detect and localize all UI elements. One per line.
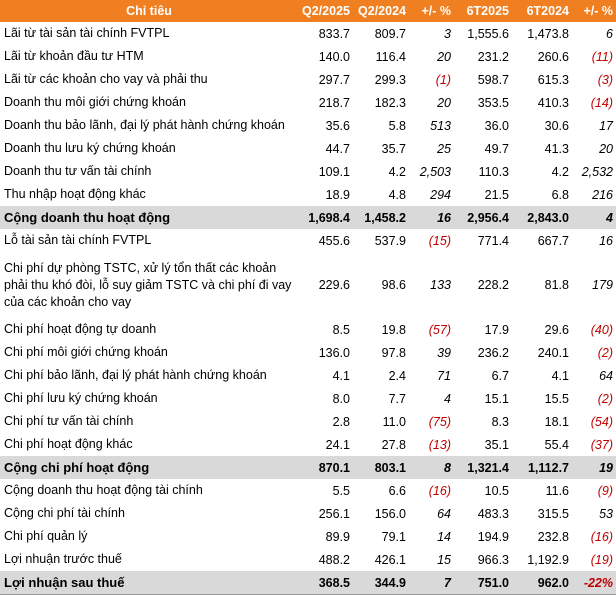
cell-h1-2024: 240.1 (537, 345, 569, 360)
cell-quarter-change: 133 (430, 278, 451, 292)
cell-q2-2024: 426.1 (374, 552, 406, 567)
cell-quarter-change: 64 (437, 506, 451, 521)
cell-h1-2024: 667.7 (537, 233, 569, 248)
cell-half-change: 6 (606, 26, 613, 41)
table-row (0, 252, 616, 318)
table-header-row (0, 0, 616, 22)
cell-half-change: (11) (591, 49, 613, 64)
cell-q2-2025: 109.1 (318, 164, 350, 179)
row-label: Cộng doanh thu hoạt động tài chính (4, 483, 203, 497)
cell-h1-2025: 110.3 (478, 164, 509, 179)
cell-h1-2024: 41.3 (544, 141, 569, 156)
cell-q2-2025: 1,698.4 (298, 206, 353, 229)
row-label: Lãi từ khoản đầu tư HTM (4, 49, 144, 63)
cell-h1-2025: 35.1 (484, 437, 509, 452)
cell-q2-2024: 7.7 (388, 391, 406, 406)
cell-h1-2025: 36.0 (484, 118, 509, 133)
cell-h1-2024: 1,112.7 (512, 456, 572, 479)
row-label: Cộng chi phí tài chính (4, 506, 125, 520)
cell-h1-2025: 21.5 (484, 187, 509, 202)
table-row (0, 341, 616, 364)
cell-q2-2025: 297.7 (318, 72, 350, 87)
table-row (0, 364, 616, 387)
cell-quarter-change: (15) (428, 233, 451, 248)
cell-q2-2024: 35.7 (381, 141, 406, 156)
cell-h1-2025: 1,321.4 (454, 456, 512, 479)
cell-h1-2024: 260.6 (537, 49, 569, 64)
table-row (0, 548, 616, 571)
table-row (0, 318, 616, 341)
cell-quarter-change: 2,503 (419, 164, 451, 179)
cell-half-change: 216 (592, 187, 613, 202)
cell-h1-2024: 2,843.0 (512, 206, 572, 229)
cell-quarter-change: 39 (437, 345, 451, 360)
row-label: Doanh thu môi giới chứng khoán (4, 95, 186, 109)
cell-q2-2025: 89.9 (325, 529, 350, 544)
table-row (0, 229, 616, 252)
cell-q2-2024: 537.9 (374, 233, 406, 248)
table-total-row (0, 456, 616, 479)
cell-q2-2024: 4.8 (388, 187, 406, 202)
cell-quarter-change: 15 (437, 552, 451, 567)
cell-half-change: 20 (599, 141, 613, 156)
table-body (0, 22, 616, 595)
cell-half-change: (19) (590, 552, 613, 567)
cell-quarter-change: 3 (444, 26, 451, 41)
cell-h1-2024: 232.8 (537, 529, 569, 544)
cell-h1-2025: 49.7 (484, 141, 509, 156)
cell-h1-2024: 18.1 (544, 414, 569, 429)
cell-q2-2024: 19.8 (381, 322, 406, 337)
cell-q2-2024: 11.0 (382, 414, 406, 429)
cell-quarter-change: (57) (428, 322, 451, 337)
cell-h1-2025: 2,956.4 (454, 206, 512, 229)
cell-h1-2025: 771.4 (477, 233, 509, 248)
header-h1-2024: 6T2024 (512, 0, 572, 22)
row-label: Doanh thu lưu ký chứng khoán (4, 141, 176, 155)
table-total-row (0, 206, 616, 229)
cell-q2-2024: 299.3 (374, 72, 406, 87)
cell-h1-2024: 6.8 (551, 187, 569, 202)
cell-q2-2025: 5.5 (332, 483, 350, 498)
cell-q2-2024: 803.1 (353, 456, 409, 479)
row-label: Chi phí tư vấn tài chính (4, 414, 134, 428)
row-label: Doanh thu tư vấn tài chính (4, 164, 152, 178)
cell-h1-2025: 483.3 (477, 506, 509, 521)
cell-half-change: 179 (592, 278, 613, 292)
table-row (0, 479, 616, 502)
cell-h1-2025: 17.9 (484, 322, 509, 337)
cell-q2-2024: 27.8 (381, 437, 406, 452)
cell-quarter-change: 25 (437, 141, 451, 156)
cell-q2-2024: 156.0 (374, 506, 406, 521)
cell-half-change: (54) (590, 414, 613, 429)
cell-h1-2025: 194.9 (477, 529, 509, 544)
cell-q2-2025: 218.7 (318, 95, 350, 110)
cell-h1-2024: 15.5 (544, 391, 569, 406)
row-label: Chi phí dự phòng TSTC, xử lý tổn thất các khoản phải thu khó đòi, lỗ suy giảm TSTC và chi phí đi vay của các khoản cho vay (4, 260, 292, 309)
cell-q2-2024: 344.9 (353, 571, 409, 595)
row-label: Chi phí môi giới chứng khoán (4, 345, 168, 359)
row-label: Lợi nhuận trước thuế (4, 552, 122, 566)
cell-quarter-change: 16 (409, 206, 454, 229)
cell-q2-2024: 5.8 (388, 118, 406, 133)
table-row (0, 387, 616, 410)
header-h1-2025: 6T2025 (454, 0, 512, 22)
row-label: Doanh thu bảo lãnh, đại lý phát hành chứng khoán (4, 118, 285, 132)
row-label: Chi phí hoạt động khác (4, 437, 133, 451)
cell-h1-2025: 6.7 (491, 368, 509, 383)
cell-h1-2024: 1,192.9 (527, 552, 569, 567)
cell-quarter-change: 14 (437, 529, 451, 544)
cell-q2-2025: 8.5 (332, 322, 350, 337)
cell-h1-2024: 11.6 (545, 483, 569, 498)
cell-quarter-change: 8 (409, 456, 454, 479)
cell-h1-2024: 315.5 (537, 506, 569, 521)
row-label: Chi phí bảo lãnh, đại lý phát hành chứng khoán (4, 368, 267, 382)
table-row (0, 91, 616, 114)
cell-q2-2025: 833.7 (318, 26, 350, 41)
table-row (0, 45, 616, 68)
cell-q2-2024: 1,458.2 (353, 206, 409, 229)
cell-q2-2024: 116.4 (375, 49, 406, 64)
cell-q2-2025: 35.6 (325, 118, 350, 133)
cell-q2-2025: 870.1 (298, 456, 353, 479)
cell-q2-2025: 256.1 (318, 506, 350, 521)
row-label: Lợi nhuận sau thuế (0, 571, 298, 595)
cell-q2-2024: 182.3 (374, 95, 406, 110)
row-label: Chi phí lưu ký chứng khoán (4, 391, 158, 405)
cell-q2-2024: 98.6 (381, 278, 406, 292)
header-quarter-change: +/- % (409, 0, 454, 22)
row-label: Chi phí hoạt động tự doanh (4, 322, 157, 336)
cell-h1-2025: 231.2 (477, 49, 509, 64)
row-label: Lãi từ các khoản cho vay và phải thu (4, 72, 208, 86)
cell-q2-2025: 2.8 (332, 414, 350, 429)
cell-q2-2024: 97.8 (381, 345, 406, 360)
cell-h1-2025: 598.7 (477, 72, 509, 87)
cell-q2-2025: 24.1 (325, 437, 350, 452)
cell-half-change: 16 (599, 233, 613, 248)
table-row (0, 525, 616, 548)
cell-quarter-change: 4 (444, 391, 451, 406)
cell-half-change: (3) (597, 72, 613, 87)
table-row (0, 433, 616, 456)
cell-q2-2025: 4.1 (332, 368, 350, 383)
cell-half-change: 19 (572, 456, 616, 479)
cell-q2-2024: 79.1 (381, 529, 406, 544)
cell-h1-2024: 29.6 (544, 322, 569, 337)
row-label: Thu nhập hoạt động khác (4, 187, 146, 201)
cell-half-change: (40) (590, 322, 613, 337)
cell-quarter-change: (16) (428, 483, 451, 498)
cell-quarter-change: (1) (435, 72, 451, 87)
cell-h1-2025: 236.2 (477, 345, 509, 360)
cell-q2-2025: 8.0 (332, 391, 350, 406)
cell-h1-2025: 353.5 (477, 95, 509, 110)
row-label: Cộng chi phí hoạt động (0, 456, 298, 479)
cell-q2-2025: 368.5 (298, 571, 353, 595)
cell-h1-2025: 966.3 (477, 552, 509, 567)
cell-q2-2024: 2.4 (388, 368, 406, 383)
cell-half-change: (14) (590, 95, 613, 110)
table-row (0, 114, 616, 137)
cell-h1-2024: 4.2 (551, 164, 569, 179)
table-row (0, 410, 616, 433)
cell-h1-2024: 81.8 (544, 278, 569, 292)
table-row (0, 160, 616, 183)
header-q2-2024: Q2/2024 (353, 0, 409, 22)
cell-half-change: 64 (599, 368, 613, 383)
cell-q2-2025: 455.6 (318, 233, 350, 248)
cell-quarter-change: 71 (437, 368, 451, 383)
cell-quarter-change: 7 (409, 571, 454, 595)
table-row (0, 137, 616, 160)
cell-half-change: -22% (572, 571, 616, 595)
cell-h1-2025: 751.0 (454, 571, 512, 595)
table-row (0, 22, 616, 45)
header-half-change: +/- % (572, 0, 616, 22)
cell-h1-2024: 410.3 (537, 95, 569, 110)
cell-half-change: (2) (597, 345, 613, 360)
cell-quarter-change: (75) (428, 414, 451, 429)
cell-h1-2025: 10.5 (484, 483, 509, 498)
cell-q2-2025: 18.9 (325, 187, 350, 202)
cell-half-change: (2) (597, 391, 613, 406)
cell-quarter-change: 513 (430, 118, 451, 133)
row-label: Lỗ tài sản tài chính FVTPL (4, 233, 152, 247)
cell-h1-2025: 1,555.6 (467, 26, 509, 41)
cell-q2-2024: 4.2 (388, 164, 406, 179)
cell-q2-2024: 809.7 (374, 26, 406, 41)
cell-half-change: (16) (590, 529, 613, 544)
cell-h1-2025: 15.1 (484, 391, 509, 406)
cell-q2-2025: 136.0 (318, 345, 350, 360)
cell-quarter-change: 20 (437, 95, 451, 110)
cell-half-change: 2,532 (581, 164, 613, 179)
cell-half-change: 4 (572, 206, 616, 229)
cell-quarter-change: (13) (428, 437, 451, 452)
cell-h1-2024: 4.1 (551, 368, 569, 383)
cell-h1-2024: 615.3 (537, 72, 569, 87)
header-indicator: Chỉ tiêu (0, 0, 298, 22)
row-label: Chi phí quản lý (4, 529, 88, 543)
row-label: Lãi từ tài sản tài chính FVTPL (4, 26, 170, 40)
row-label: Cộng doanh thu hoạt động (0, 206, 298, 229)
cell-q2-2024: 6.6 (388, 483, 406, 498)
cell-h1-2024: 55.4 (544, 437, 569, 452)
cell-h1-2025: 8.3 (491, 414, 509, 429)
cell-half-change: (37) (590, 437, 613, 452)
cell-h1-2025: 228.2 (477, 278, 509, 292)
cell-half-change: (9) (597, 483, 613, 498)
cell-h1-2024: 1,473.8 (527, 26, 569, 41)
cell-q2-2025: 44.7 (325, 141, 350, 156)
cell-h1-2024: 962.0 (512, 571, 572, 595)
cell-q2-2025: 488.2 (318, 552, 350, 567)
cell-quarter-change: 20 (437, 49, 451, 64)
table-row (0, 183, 616, 206)
table-row (0, 502, 616, 525)
table-total-row (0, 571, 616, 595)
cell-h1-2024: 30.6 (544, 118, 569, 133)
cell-q2-2025: 140.0 (318, 49, 350, 64)
cell-half-change: 17 (599, 118, 613, 133)
cell-quarter-change: 294 (430, 187, 451, 202)
table-row (0, 68, 616, 91)
cell-half-change: 53 (599, 506, 613, 521)
header-q2-2025: Q2/2025 (298, 0, 353, 22)
cell-q2-2025: 229.6 (318, 278, 350, 292)
